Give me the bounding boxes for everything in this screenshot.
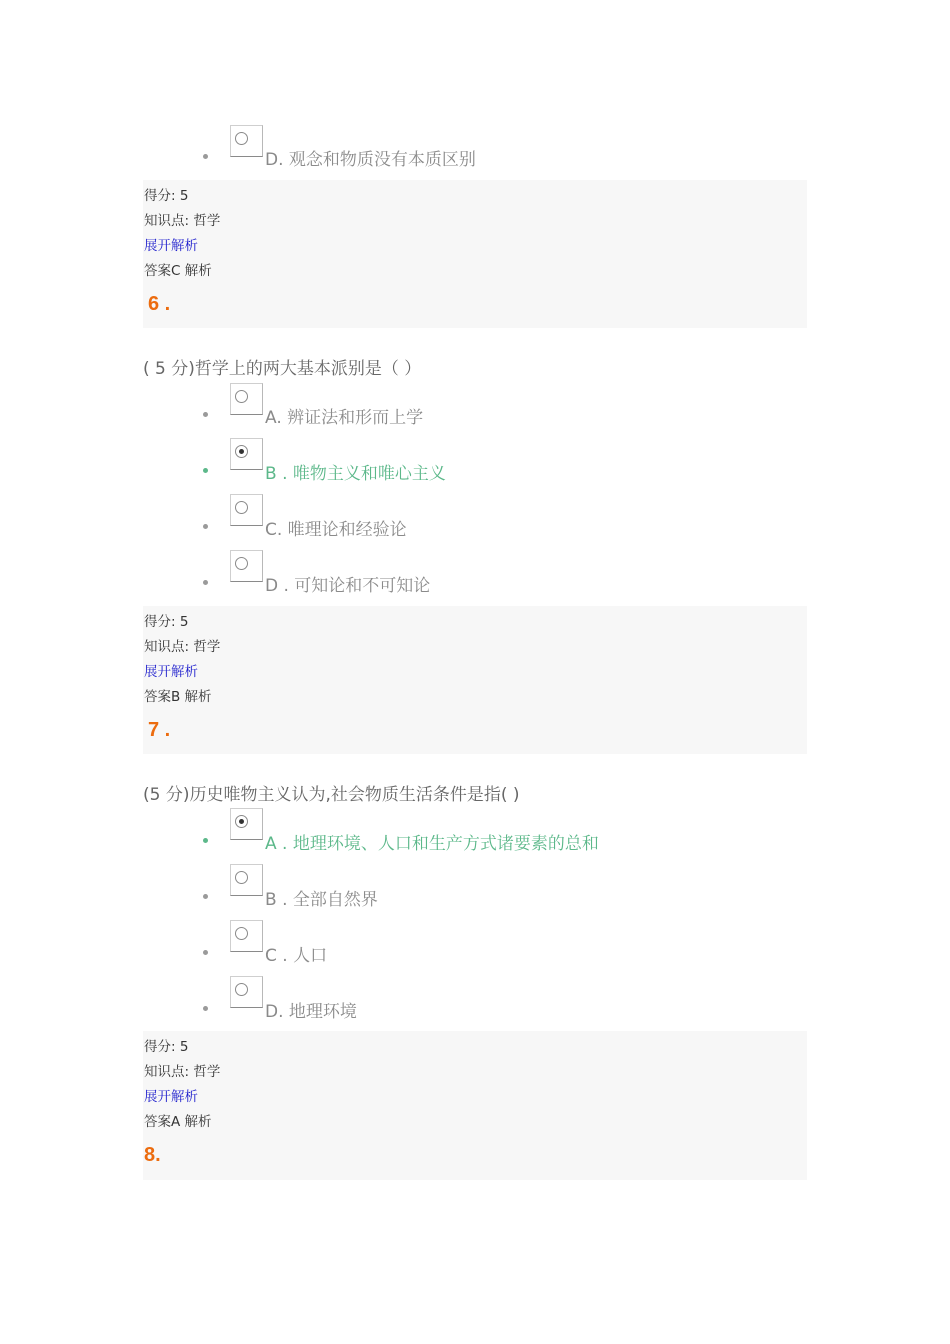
radio-button[interactable]	[230, 550, 263, 582]
bullet-icon	[203, 468, 208, 473]
knowledge-point-label: 知识点: 哲学	[144, 639, 221, 655]
option-label: D. 观念和物质没有本质区别	[265, 150, 476, 170]
question-number: 8.	[144, 1144, 161, 1166]
radio-circle-icon	[235, 501, 248, 514]
radio-selected-icon	[235, 815, 248, 828]
radio-circle-icon	[235, 132, 248, 145]
question-text-q7: (5 分)历史唯物主义认为,社会物质生活条件是指( )	[143, 785, 520, 805]
question-number: 7 .	[148, 719, 171, 741]
expand-analysis-link[interactable]: 展开解析	[144, 238, 198, 254]
option-label: B . 全部自然界	[265, 890, 378, 910]
answer-label: 答案C 解析	[144, 263, 212, 279]
option-label: B . 唯物主义和唯心主义	[265, 464, 446, 484]
option-label: D . 可知论和不可知论	[265, 576, 431, 596]
score-label: 得分: 5	[144, 188, 189, 204]
result-panel-q6	[143, 606, 807, 754]
radio-button[interactable]	[230, 920, 263, 952]
option-label: A . 地理环境、人口和生产方式诸要素的总和	[265, 834, 599, 854]
bullet-icon	[203, 894, 208, 899]
radio-button[interactable]	[230, 494, 263, 526]
radio-circle-icon	[235, 390, 248, 403]
result-panel-q7	[143, 1031, 807, 1180]
option-label: D. 地理环境	[265, 1002, 357, 1022]
option-label: C. 唯理论和经验论	[265, 520, 407, 540]
knowledge-point-label: 知识点: 哲学	[144, 1064, 221, 1080]
bullet-icon	[203, 838, 208, 843]
radio-circle-icon	[235, 983, 248, 996]
question-number: 6 .	[148, 293, 171, 315]
answer-label: 答案A 解析	[144, 1114, 212, 1130]
bullet-icon	[203, 154, 208, 159]
option-label: A. 辨证法和形而上学	[265, 408, 424, 428]
score-label: 得分: 5	[144, 614, 189, 630]
radio-circle-icon	[235, 557, 248, 570]
expand-analysis-link[interactable]: 展开解析	[144, 1089, 198, 1105]
bullet-icon	[203, 950, 208, 955]
bullet-icon	[203, 412, 208, 417]
knowledge-point-label: 知识点: 哲学	[144, 213, 221, 229]
question-text-q6: ( 5 分)哲学上的两大基本派别是（ ）	[143, 359, 422, 379]
expand-analysis-link[interactable]: 展开解析	[144, 664, 198, 680]
radio-button[interactable]	[230, 383, 263, 415]
bullet-icon	[203, 524, 208, 529]
radio-button[interactable]	[230, 976, 263, 1008]
option-label: C . 人口	[265, 946, 328, 966]
bullet-icon	[203, 1006, 208, 1011]
bullet-icon	[203, 580, 208, 585]
radio-button[interactable]	[230, 864, 263, 896]
radio-button[interactable]	[230, 438, 263, 470]
score-label: 得分: 5	[144, 1039, 189, 1055]
radio-button[interactable]	[230, 125, 263, 157]
radio-circle-icon	[235, 871, 248, 884]
radio-circle-icon	[235, 927, 248, 940]
radio-selected-icon	[235, 445, 248, 458]
answer-label: 答案B 解析	[144, 689, 212, 705]
radio-button[interactable]	[230, 808, 263, 840]
result-panel-q5	[143, 180, 807, 328]
